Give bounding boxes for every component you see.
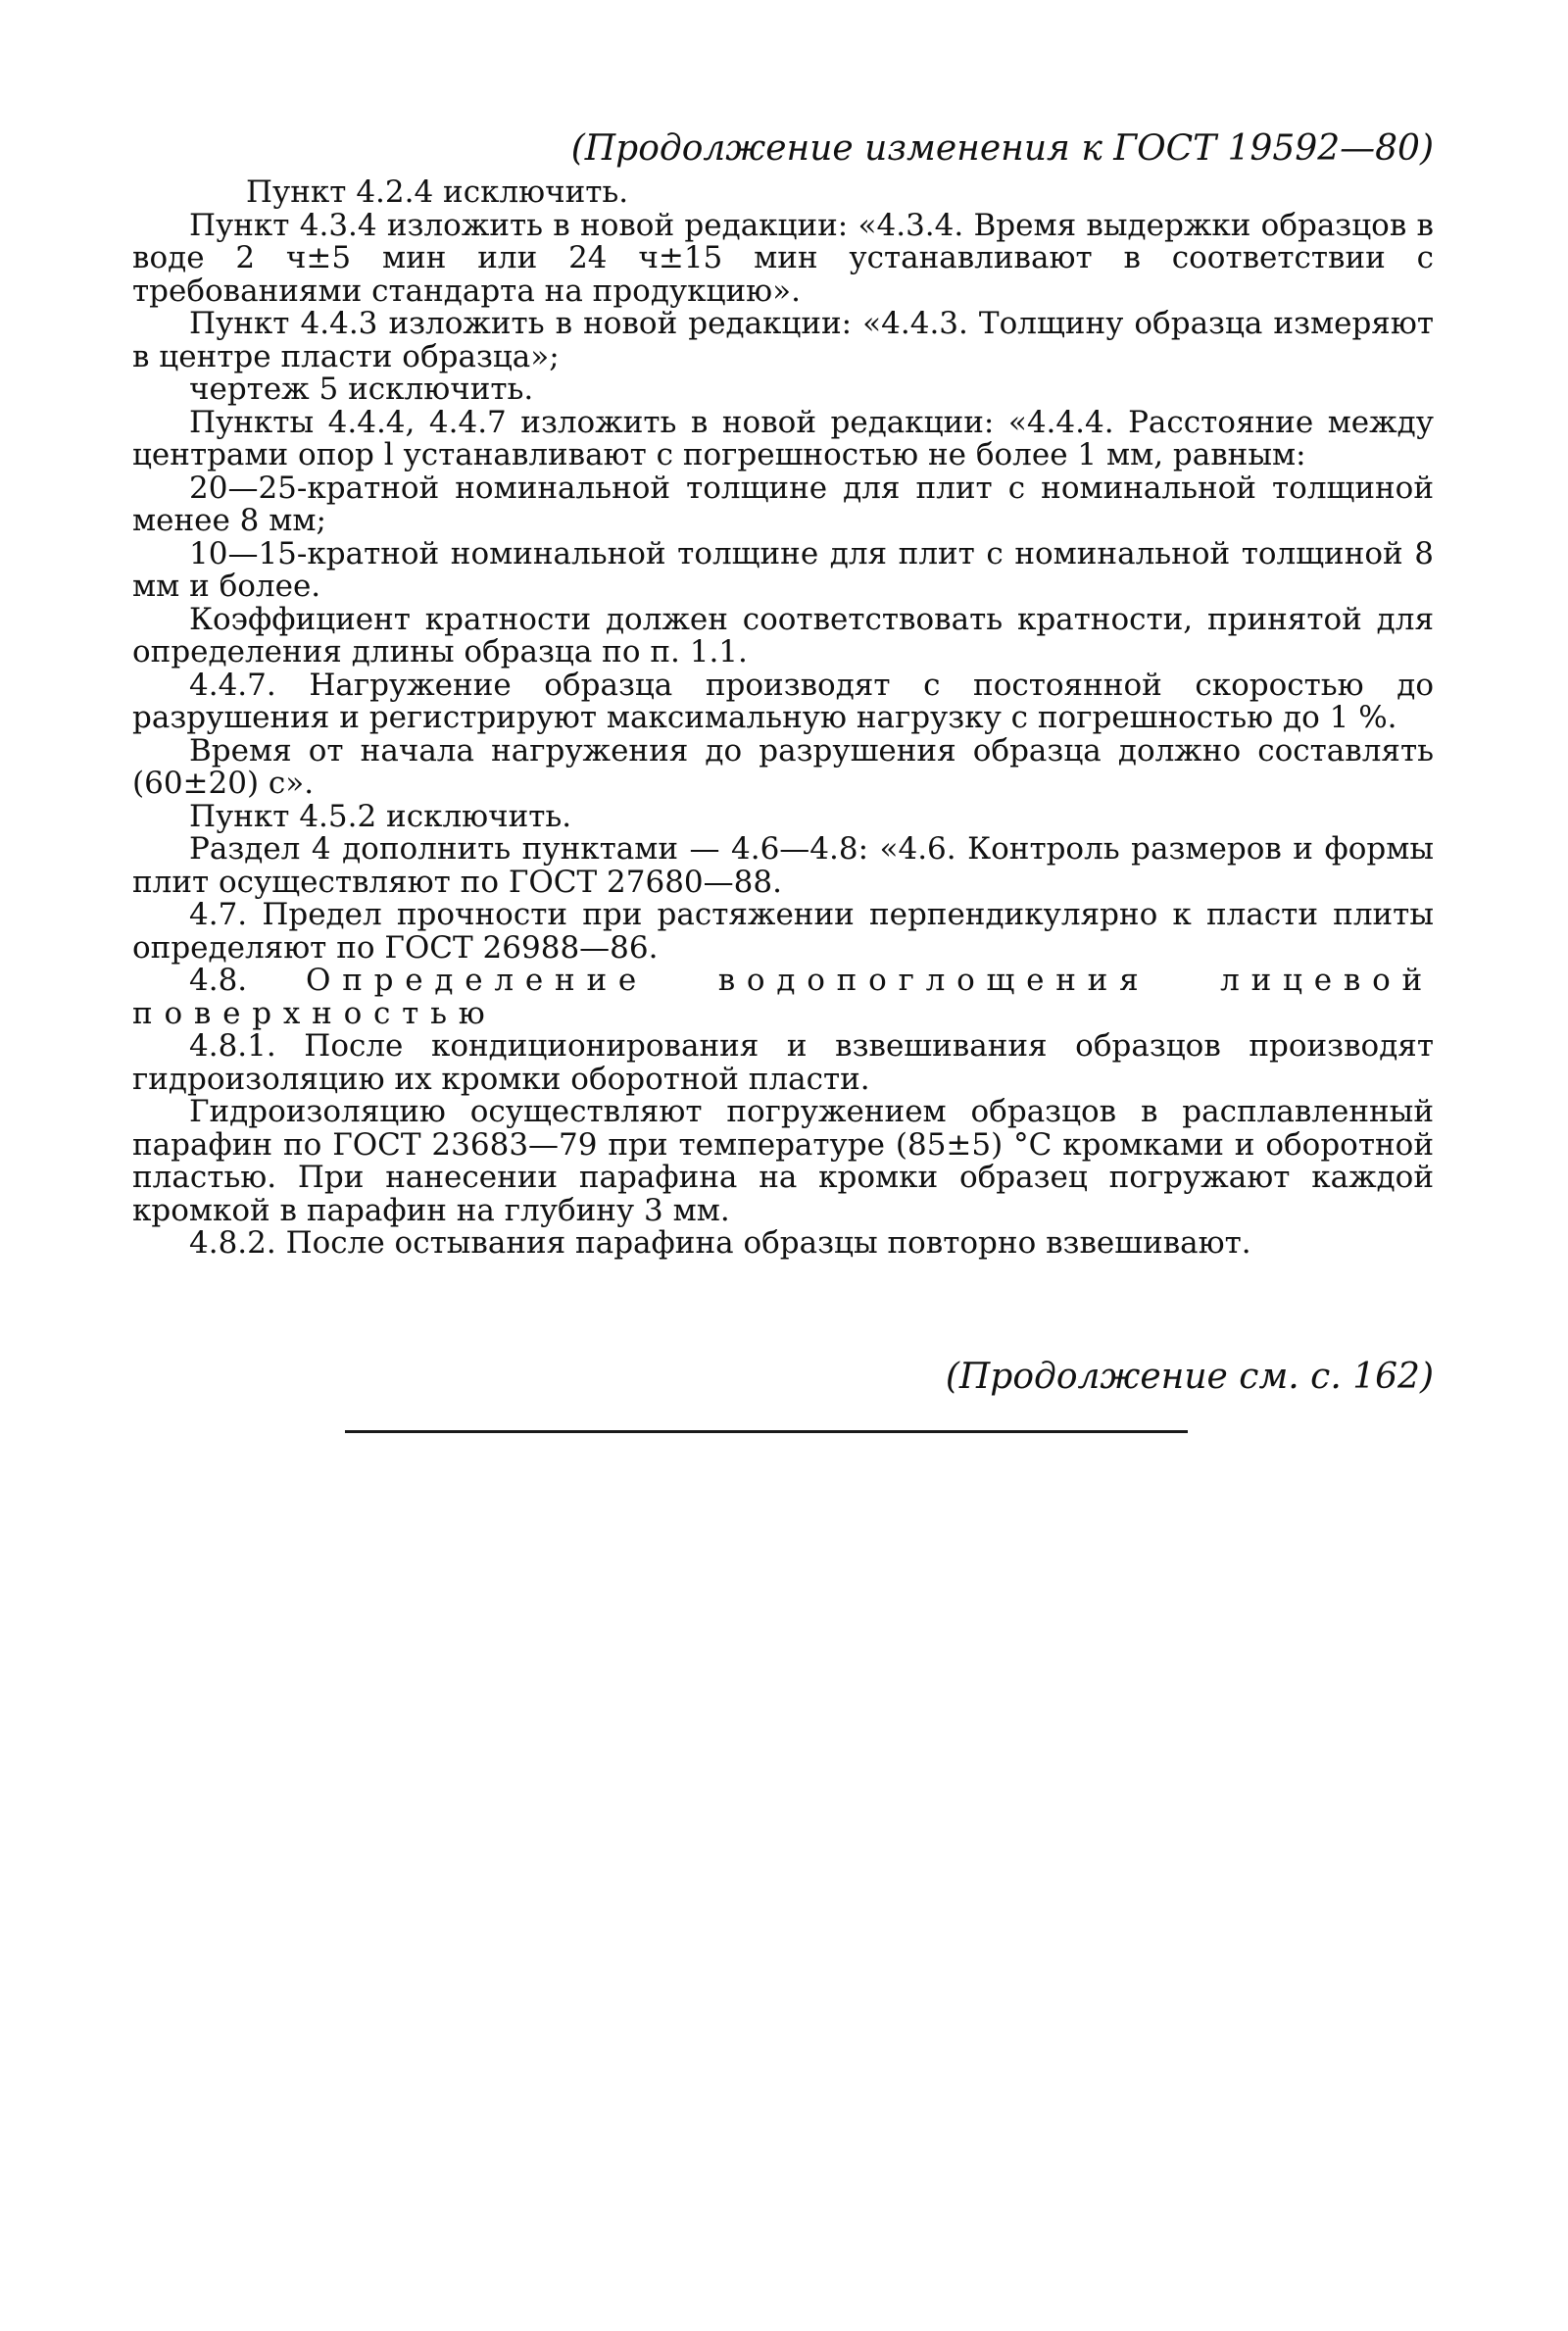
paragraph: 4.8.1. После кондиционирования и взвешивания образцов производят гидроизоляцию их кромки оборотной пласти. <box>132 1028 1434 1097</box>
paragraph: 4.7. Предел прочности при растяжении перпендикулярно к пласти плиты определяют по ГОСТ 26988—86. <box>132 897 1434 966</box>
paragraph: Пункт 4.4.3 изложить в новой редакции: «4.4.3. Толщину образца измеряют в центре пласти образца»; <box>132 306 1434 374</box>
paragraph: Раздел 4 дополнить пунктами — 4.6—4.8: «4.6. Контроль размеров и формы плит осуществляют по ГОСТ 27680—88. <box>132 831 1434 900</box>
paragraph-text: Пункт 4.2.4 исключить. <box>246 174 629 210</box>
section-title: Определение водопоглощения лицевой поверхностью <box>132 963 1434 1031</box>
paragraph: чертеж 5 исключить. <box>189 372 534 407</box>
paragraph: 4.8.2. После остывания парафина образцы повторно взвешивают. <box>189 1225 1251 1261</box>
paragraph: Время от начала нагружения до разрушения образца должно составлять (60±20) с». <box>132 732 1434 801</box>
paragraph: 10—15-кратной номинальной толщине для плит с номинальной толщиной 8 мм и более. <box>132 535 1434 604</box>
paragraph: 20—25-кратной номинальной толщине для плит с номинальной толщиной менее 8 мм; <box>132 470 1434 538</box>
section-number: 4.8. <box>189 963 248 998</box>
paragraph: Коэффициент кратности должен соответствовать кратности, принятой для определения длины образца по п. 1.1. <box>132 601 1434 670</box>
horizontal-rule <box>345 1430 1188 1433</box>
continuation-header: (Продолжение изменения к ГОСТ 19592—80) <box>570 128 1434 169</box>
paragraph: 4.4.7. Нагружение образца производят с постоянной скоростью до разрушения и регистрируют максимальную нагрузку с погрешностью до 1 %. <box>132 667 1434 735</box>
amendment-body <box>132 176 1434 1261</box>
paragraph: Пункты 4.4.4, 4.4.7 изложить в новой редакции: «4.4.4. Расстояние между центрами опор l устанавливают с погрешностью не более 1 мм, равным: <box>132 404 1434 472</box>
continuation-footer: (Продолжение см. с. 162) <box>945 1357 1434 1397</box>
paragraph: Гидроизоляцию осуществляют погружением образцов в расплавленный парафин по ГОСТ 23683—79 при температуре (85±5) °С кромками и оборотной пластью. При нанесении парафина на кромки образец погружают каждой кромкой в парафин на глубину 3 мм. <box>132 1094 1434 1228</box>
paragraph: Пункт 4.3.4 изложить в новой редакции: «4.3.4. Время выдержки образцов в воде 2 ч±5 мин или 24 ч±15 мин устанавливают в соответствии с требованиями стандарта на продукцию». <box>132 207 1434 309</box>
paragraph <box>132 176 1434 210</box>
paragraph: Пункт 4.5.2 исключить. <box>189 798 572 834</box>
section-heading <box>132 965 1434 1030</box>
